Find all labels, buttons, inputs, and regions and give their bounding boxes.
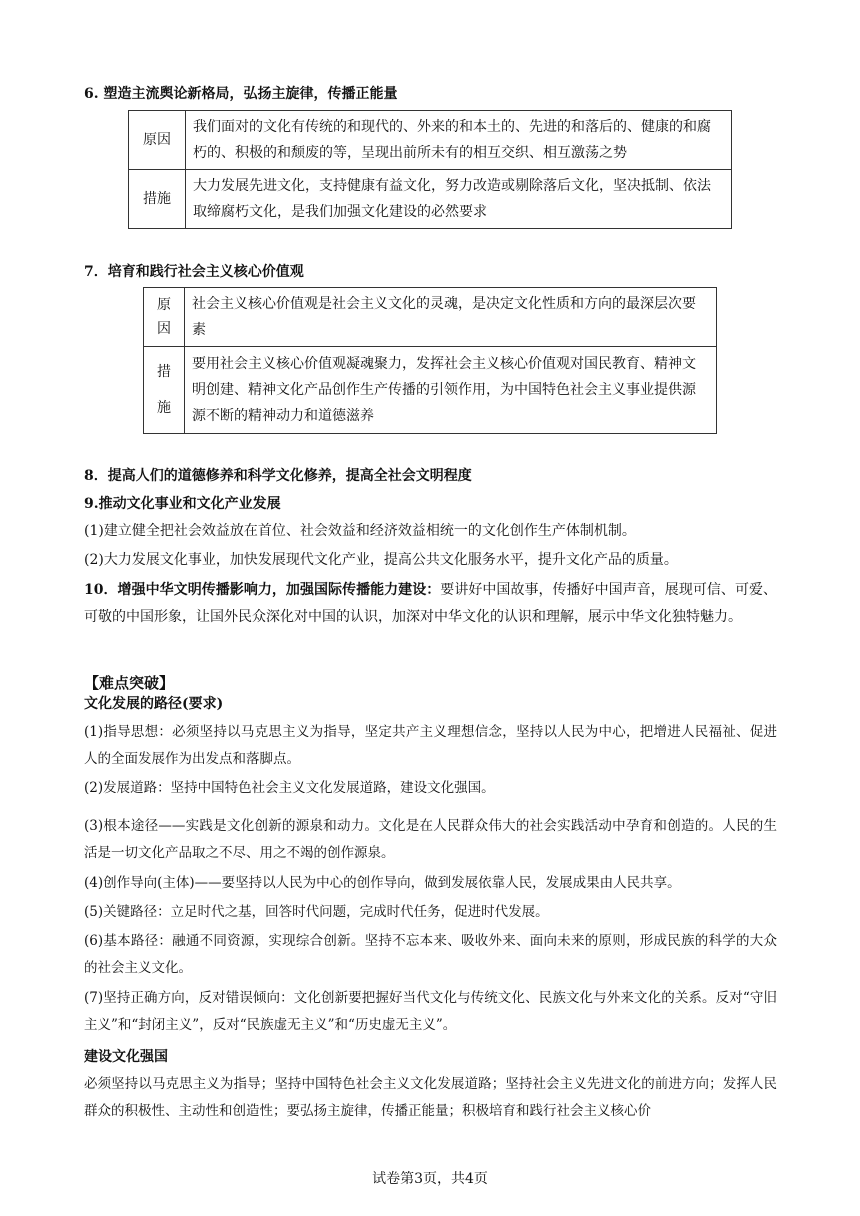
difficulty-item-1: (1)指导思想：必须坚持以马克思主义为指导，坚定共产主义理想信念，坚持以人民为中心，把增进人民福祉、促进人的全面发展作为出发点和落脚点。 — [84, 724, 777, 767]
section-10-heading: 10．增强中华文明传播影响力，加强国际传播能力建设： — [84, 582, 441, 598]
section-7-table — [143, 287, 717, 434]
table-row — [129, 111, 732, 170]
page-footer: 试卷第3页，共4页 — [372, 1171, 488, 1187]
difficulty-item-2: (2)发展道路：坚持中国特色社会主义文化发展道路，建设文化强国。 — [84, 780, 495, 796]
row-text: 要用社会主义核心价值观凝魂聚力，发挥社会主义核心价值观对国民教育、精神文明创建、精神文化产品创作生产传播的引领作用，为中国特色社会主义事业提供源源不断的精神动力和道德滋养 — [185, 347, 717, 434]
difficulty-item-6: (6)基本路径：融通不同资源，实现综合创新。坚持不忘本来、吸收外来、面向未来的原则，形成民族的科学的大众的社会主义文化。 — [84, 933, 777, 976]
row-text: 大力发展先进文化，支持健康有益文化，努力改造或剔除落后文化，坚决抵制、依法取缔腐朽文化，是我们加强文化建设的必然要求 — [186, 170, 732, 229]
row-label-top: 原 — [157, 297, 171, 313]
cultural-power-text: 必须坚持以马克思主义为指导；坚持中国特色社会主义文化发展道路；坚持社会主义先进文化的前进方向；发挥人民群众的积极性、主动性和创造性；要弘扬主旋律，传播正能量；积极培育和践行社会主义核心价 — [84, 1076, 777, 1119]
section-10-paragraph — [84, 577, 777, 631]
difficulty-item-4: (4)创作导向(主体)——要坚持以人民为中心的创作导向，做到发展依靠人民，发展成果由人民共享。 — [84, 875, 681, 891]
row-label-bottom: 施 — [157, 400, 171, 416]
row-label-top: 措 — [157, 364, 171, 380]
row-label: 措施 — [129, 170, 186, 229]
section-9-item-2: (2)大力发展文化事业，加快发展现代文化产业，提高公共文化服务水平，提升文化产品的质量。 — [84, 552, 678, 568]
difficulty-title: 【难点突破】 — [84, 674, 175, 692]
section-8-heading: 8．提高人们的道德修养和科学文化修养，提高全社会文明程度 — [84, 468, 472, 484]
section-7-heading: 7．培育和践行社会主义核心价值观 — [84, 264, 304, 280]
difficulty-item-5: (5)关键路径：立足时代之基，回答时代问题，完成时代任务，促进时代发展。 — [84, 904, 549, 920]
section-9-heading: 9.推动文化事业和文化产业发展 — [84, 496, 281, 512]
row-label — [144, 288, 185, 347]
table-row — [129, 170, 732, 229]
row-text: 社会主义核心价值观是社会主义文化的灵魂，是决定文化性质和方向的最深层次要素 — [185, 288, 717, 347]
row-text: 我们面对的文化有传统的和现代的、外来的和本土的、先进的和落后的、健康的和腐朽的、积极的和颓废的等，呈现出前所未有的相互交织、相互激荡之势 — [186, 111, 732, 170]
section-6-heading: 6. 塑造主流舆论新格局，弘扬主旋律，传播正能量 — [84, 86, 398, 102]
row-label-bottom: 因 — [157, 321, 171, 337]
row-label: 原因 — [129, 111, 186, 170]
row-label — [144, 347, 185, 434]
table-row — [144, 288, 717, 347]
section-6-table — [128, 110, 732, 229]
section-9-item-1: (1)建立健全把社会效益放在首位、社会效益和经济效益相统一的文化创作生产体制机制。 — [84, 523, 636, 539]
difficulty-subtitle: 文化发展的路径(要求) — [84, 696, 224, 712]
cultural-power-heading: 建设文化强国 — [84, 1049, 168, 1065]
section-10-text: 要讲好中国故事，传播好中国声音，展现可信、可爱、可敬的中国形象，让国外民众深化对中国的认识，加深对中华文化的认识和理解，展示中华文化独特魅力。 — [84, 582, 778, 625]
difficulty-item-3: (3)根本途径——实践是文化创新的源泉和动力。文化是在人民群众伟大的社会实践活动中孕育和创造的。人民的生活是一切文化产品取之不尽、用之不竭的创作源泉。 — [84, 818, 777, 861]
difficulty-item-7: (7)坚持正确方向，反对错误倾向：文化创新要把握好当代文化与传统文化、民族文化与外来文化的关系。反对“守旧主义”和“封闭主义”，反对“民族虚无主义”和“历史虚无主义”。 — [84, 990, 777, 1033]
table-row — [144, 347, 717, 434]
